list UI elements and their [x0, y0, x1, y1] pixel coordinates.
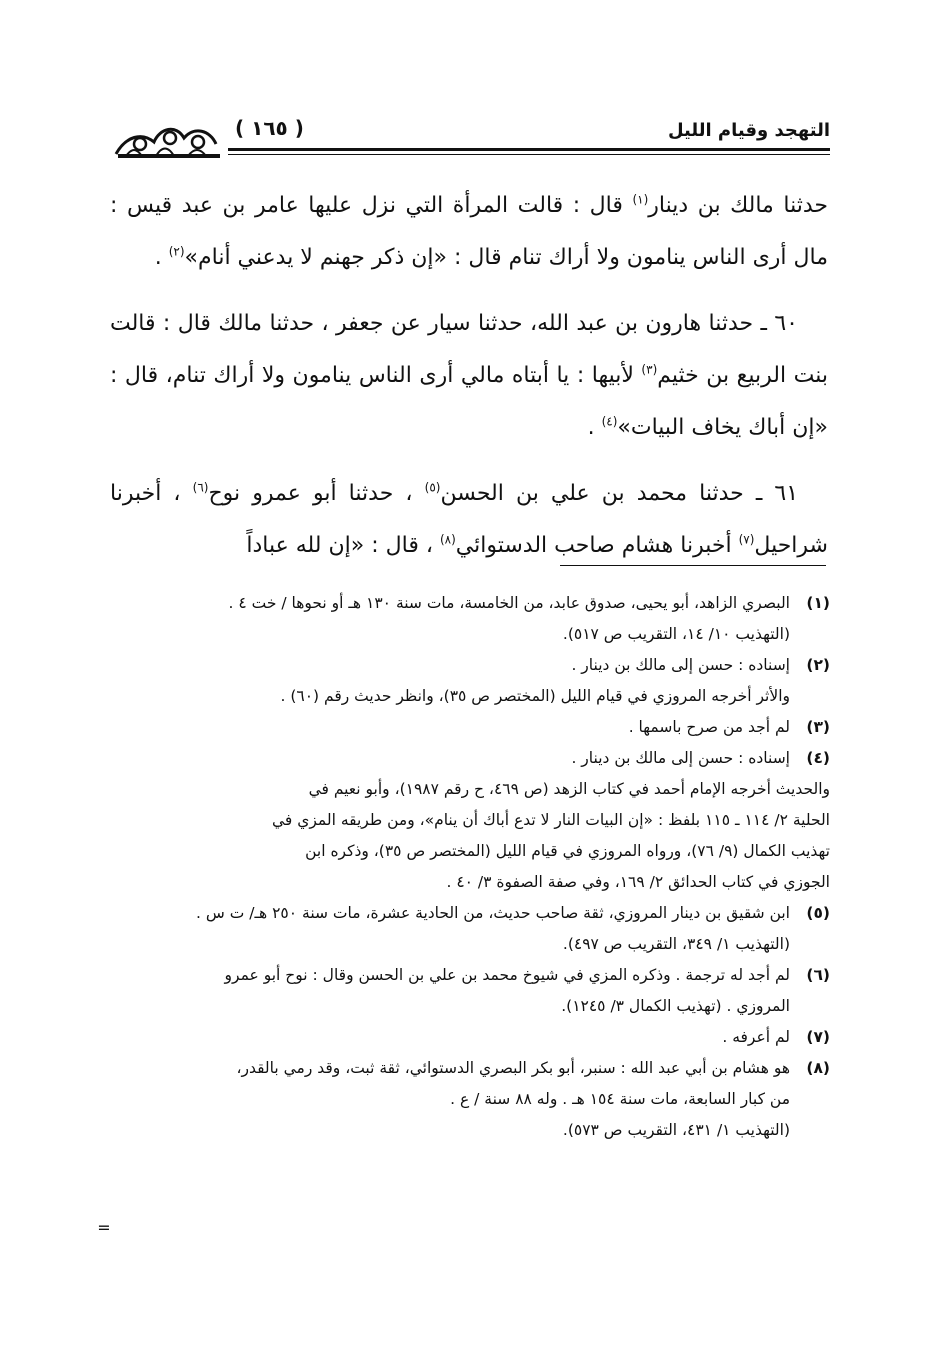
footnote-2-line-2: والأثر أخرجه المروزي في قيام الليل (المختصر ص ٣٥)، وانظر حديث رقم (٦٠) .: [280, 687, 790, 705]
footnote-ref-6: (٦): [192, 480, 209, 495]
p2-text-b: لأبيها : يا أبتاه مالي أرى الناس ينامون ولا أراك تنام، قال : «إن أباك يخاف البيات»: [110, 363, 828, 440]
footnote-text: لم أعرفه .: [722, 1028, 790, 1046]
running-title: التهجد وقيام الليل: [667, 120, 830, 141]
header-rule-thick: [228, 148, 830, 151]
paragraph-3: [110, 468, 828, 572]
page-number: ( ١٦٥ ): [235, 116, 304, 140]
footnotes: [110, 588, 830, 1146]
paragraph-2: [110, 298, 828, 454]
footnote-4: [110, 743, 830, 774]
footnote-number: (٢): [806, 656, 830, 674]
footnote-8-line-2: من كبار السابعة، مات سنة ١٥٤ هـ . وله ٨٨ سنة / ع .: [450, 1090, 790, 1108]
footnote-text: ابن شقيق بن دينار المروزي، ثقة صاحب حديث، من الحادية عشرة، مات سنة ٢٥٠ هـ/ ت س .: [196, 904, 790, 922]
footnote-number: (٦): [806, 966, 830, 984]
footnote-6: [110, 960, 830, 991]
footnote-number: (٨): [806, 1059, 830, 1077]
main-text: [110, 180, 828, 586]
footnote-number: (٤): [806, 749, 830, 767]
footnote-2: [110, 650, 830, 681]
p3-text-d: أخبرنا هشام صاحب الدستوائي: [455, 533, 739, 558]
footnote-ref-5: (٥): [424, 480, 441, 495]
footnote-ref-3: (٣): [641, 362, 658, 377]
p2-text-c: .: [587, 415, 602, 440]
footnote-text: إسناده : حسن إلى مالك بن دينار .: [571, 749, 790, 767]
footnote-ref-8: (٨): [439, 532, 456, 547]
footnote-divider: [560, 565, 826, 566]
p3-text-b: ، حدثنا أبو عمرو نوح: [208, 481, 425, 506]
footnote-text: هو هشام بن أبي عبد الله : سنبر، أبو بكر البصري الدستوائي، ثقة ثبت، وقد رمي بالقدر،: [236, 1059, 790, 1077]
footnote-text: البصري الزاهد، أبو يحيى، صدوق عابد، من الخامسة، مات سنة ١٣٠ هـ أو نحوها / خت ٤ .: [228, 594, 790, 612]
p3-text-c: ، أخبرنا شراحيل: [110, 481, 828, 558]
footnote-8: [110, 1053, 830, 1084]
footnote-4-line-4: تهذيب الكمال (٩/ ٧٦)، ورواه المروزي في قيام الليل (المختصر ص ٣٥)، وذكره ابن: [305, 842, 830, 860]
footnote-7: [110, 1022, 830, 1053]
footnote-ref-1: (١): [632, 192, 649, 207]
footnote-4-line-2: والحديث أخرجه الإمام أحمد في كتاب الزهد (ص ٤٦٩، ح رقم ١٩٨٧)، وأبو نعيم في: [308, 780, 830, 798]
footnote-8-line-3: (التهذيب ١/ ٤٣١، التقريب ص ٥٧٣).: [562, 1121, 790, 1139]
p1-text-c: .: [154, 245, 169, 270]
signature-mark: =: [97, 1218, 111, 1237]
footnote-number: (٣): [806, 718, 830, 736]
footnote-4-line-3: الحلية ٢/ ١١٤ ـ ١١٥ بلفظ : «إن البيات النار لا تدع أباك أن ينام»، ومن طريقه المزي في: [271, 811, 830, 829]
footnote-ref-4: (٤): [601, 414, 618, 429]
footnote-ref-2: (٢): [168, 244, 185, 259]
footnote-text: لم أجد له ترجمة . وذكره المزي في شيوخ محمد بن علي بن الحسن وقال : نوح أبو عمرو: [224, 966, 790, 984]
p1-text-a: حدثنا مالك بن دينار: [648, 193, 828, 218]
footnote-6-line-2: المروزي . (تهذيب الكمال ٣/ ١٢٤٥).: [561, 997, 790, 1015]
paragraph-1: [110, 180, 828, 284]
footnote-text: لم أجد من صرح باسمها .: [628, 718, 790, 736]
footnote-1-line-2: (التهذيب ١٠/ ١٤، التقريب ص ٥١٧).: [562, 625, 790, 643]
footnote-4-line-5: الجوزي في كتاب الحدائق ٢/ ١٦٩، وفي صفة الصفوة ٣/ ٤٠ .: [446, 873, 830, 891]
p3-text-a: ٦١ ـ حدثنا محمد بن علي بن الحسن: [440, 481, 799, 506]
p3-text-e: ، قال : «إن لله عباداً: [246, 533, 440, 558]
footnote-5: [110, 898, 830, 929]
ornament-icon: [112, 114, 224, 162]
footnote-5-line-2: (التهذيب ١/ ٣٤٩، التقريب ص ٤٩٧).: [562, 935, 790, 953]
p1-text-b: قال : قالت المرأة التي نزل عليها عامر بن عبد قيس : مال أرى الناس ينامون ولا أراك تنام قال : «إن ذكر جهنم لا يدعني أنام»: [110, 193, 828, 270]
header-rule-thin: [228, 154, 830, 155]
footnote-3: [110, 712, 830, 743]
page-header: [110, 112, 830, 162]
footnote-ref-7: (٧): [738, 532, 755, 547]
p2-text-a: ٦٠ ـ حدثنا هارون بن عبد الله، حدثنا سيار عن جعفر ، حدثنا مالك قال : قالت بنت الربيع بن خثيم: [110, 311, 828, 388]
footnote-number: (١): [806, 594, 830, 612]
footnote-text: إسناده : حسن إلى مالك بن دينار .: [571, 656, 790, 674]
footnote-1: [110, 588, 830, 619]
footnote-number: (٥): [806, 904, 830, 922]
footnote-number: (٧): [806, 1028, 830, 1046]
